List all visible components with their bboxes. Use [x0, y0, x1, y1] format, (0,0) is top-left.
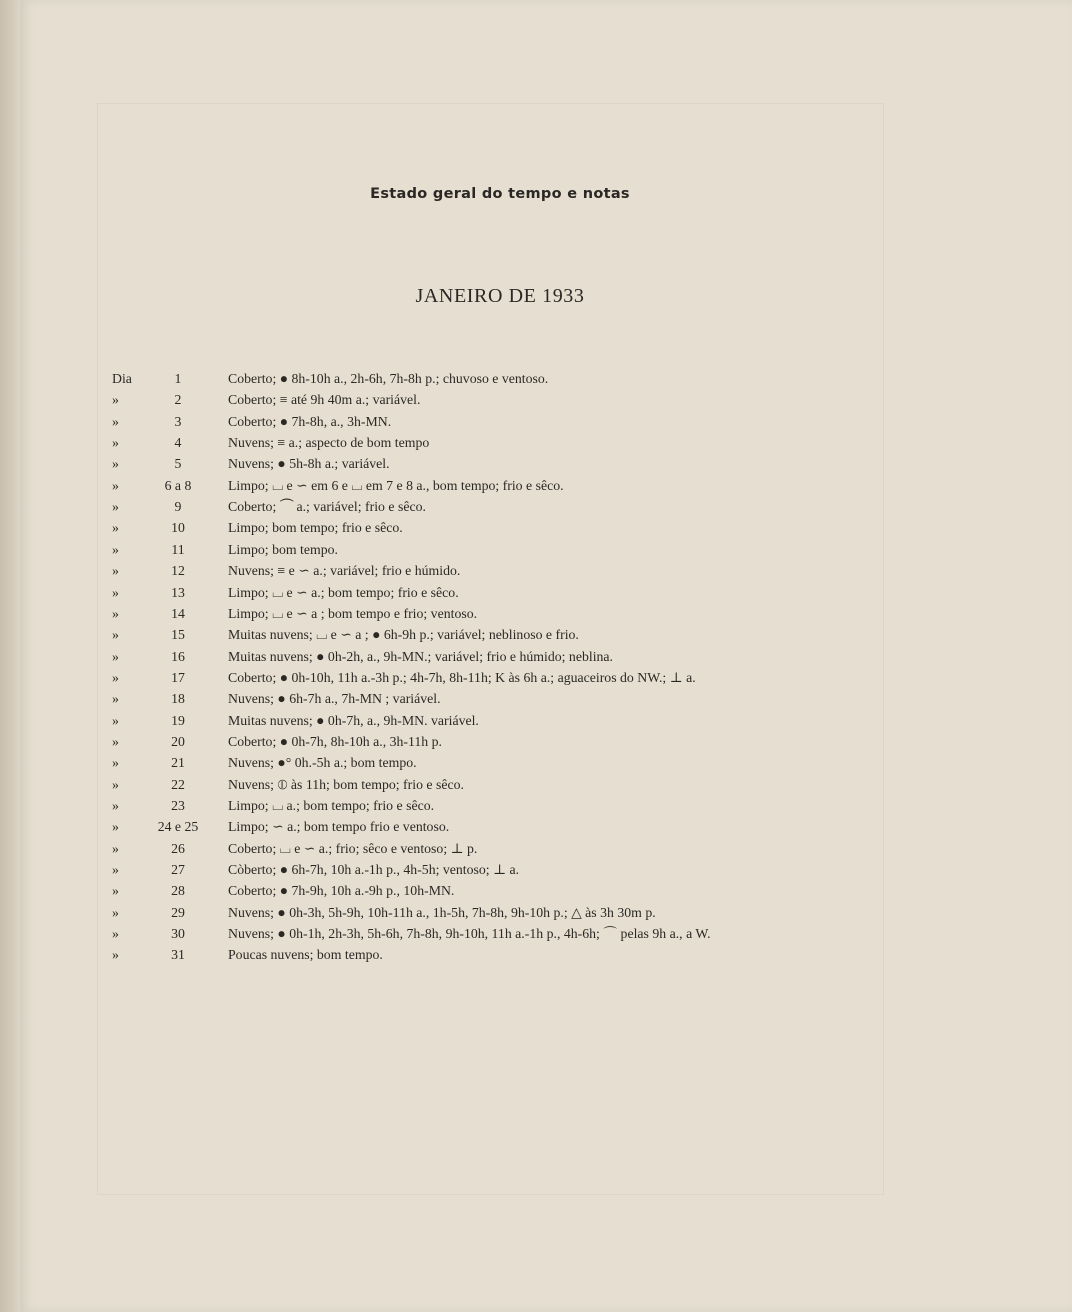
row-day: 16	[171, 648, 185, 664]
table-row	[0, 519, 1072, 540]
table-row	[0, 776, 1072, 797]
row-notes: Coberto; ≡ até 9h 40m a.; variável.	[228, 392, 421, 408]
row-label: »	[112, 648, 119, 664]
row-day: 1	[174, 371, 182, 386]
row-label: »	[112, 435, 119, 451]
table-row	[0, 584, 1072, 605]
row-day: 14	[171, 605, 185, 621]
row-day: 31	[171, 947, 185, 963]
row-notes: Nuvens; ●° 0h.-5h a.; bom tempo.	[228, 755, 417, 771]
row-day: 2	[174, 392, 182, 408]
row-label: »	[112, 947, 119, 963]
row-label: »	[112, 883, 119, 899]
row-day: 10	[171, 520, 185, 536]
row-notes: Nuvens; ≡ e ∽ a.; variável; frio e húmido.	[228, 563, 461, 579]
row-day: 28	[171, 883, 185, 899]
table-row	[0, 797, 1072, 818]
row-day: 15	[171, 627, 185, 643]
row-notes: Limpo; bom tempo; frio e sêco.	[228, 520, 403, 536]
row-label: »	[112, 755, 119, 771]
row-notes: Limpo; ∽ a.; bom tempo frio e ventoso.	[228, 819, 450, 835]
row-label: »	[112, 584, 119, 600]
row-label: »	[112, 413, 119, 429]
row-notes: Coberto; ● 0h-10h, 11h a.-3h p.; 4h-7h, 8h-11h; K às 6h a.; aguaceiros do NW.; ⊥ a.	[228, 669, 696, 685]
row-label: »	[112, 733, 119, 749]
table-row	[0, 818, 1072, 839]
table-row	[0, 840, 1072, 861]
row-day: 27	[171, 862, 185, 878]
table-row	[0, 648, 1072, 669]
row-notes: Nuvens; ≡ a.; aspecto de bom tempo	[228, 435, 430, 451]
row-day: 9	[174, 499, 182, 515]
table-row	[0, 669, 1072, 690]
row-day: 26	[171, 840, 185, 856]
row-label: »	[112, 477, 119, 493]
row-notes: Coberto; ● 7h-9h, 10h a.-9h p., 10h-MN.	[228, 883, 455, 899]
row-label: »	[112, 798, 119, 813]
row-day: 20	[171, 733, 185, 749]
row-notes: Nuvens; ● 0h-3h, 5h-9h, 10h-11h a., 1h-5h, 7h-8h, 9h-10h p.; △ às 3h 30m p.	[228, 904, 656, 920]
row-day: 11	[171, 541, 185, 557]
row-day: 12	[171, 563, 185, 579]
row-day: 6 a 8	[164, 477, 192, 493]
row-day: 18	[171, 691, 185, 707]
table-row	[0, 391, 1072, 412]
row-day: 3	[174, 413, 182, 429]
row-notes: Limpo; bom tempo.	[228, 541, 338, 557]
row-notes: Limpo; ⌴ e ∽ em 6 e ⌴ em 7 e 8 a., bom tempo; frio e sêco.	[228, 477, 564, 493]
table-row	[0, 626, 1072, 647]
table-row	[0, 733, 1072, 754]
row-label: »	[112, 392, 119, 408]
table-row	[0, 477, 1072, 498]
table-row	[0, 605, 1072, 626]
row-notes: Còberto; ● 6h-7h, 10h a.-1h p., 4h-5h; ventoso; ⊥ a.	[228, 862, 520, 878]
row-day: 21	[171, 755, 185, 771]
month-title: JANEIRO DE 1933	[415, 285, 585, 307]
table-row	[0, 712, 1072, 733]
row-label: »	[112, 605, 119, 621]
row-day: 30	[171, 926, 185, 942]
row-notes: Coberto; ⌴ e ∽ a.; frio; sêco e ventoso; ⊥ p.	[228, 840, 478, 856]
row-notes: Muitas nuvens; ● 0h-7h, a., 9h-MN. variável.	[228, 712, 479, 728]
row-label: »	[112, 776, 119, 792]
row-label: »	[112, 499, 119, 515]
row-label: »	[112, 926, 119, 942]
table-row	[0, 904, 1072, 925]
row-day: 23	[171, 798, 185, 813]
row-notes: Muitas nuvens; ● 0h-2h, a., 9h-MN.; variável; frio e húmido; neblina.	[228, 648, 613, 664]
table-row	[0, 434, 1072, 455]
row-notes: Nuvens; ⦶ às 11h; bom tempo; frio e sêco.	[228, 776, 464, 792]
row-label: »	[112, 862, 119, 878]
table-row	[0, 925, 1072, 946]
row-day: 22	[171, 776, 185, 792]
row-notes: Limpo; ⌴ e ∽ a.; bom tempo; frio e sêco.	[228, 584, 459, 600]
table-row	[0, 882, 1072, 903]
table-row	[0, 541, 1072, 562]
row-notes: Nuvens; ● 6h-7h a., 7h-MN ; variável.	[228, 691, 441, 707]
row-day: 19	[171, 712, 185, 728]
row-day: 29	[171, 904, 185, 920]
table-row	[0, 455, 1072, 476]
row-day: 5	[174, 456, 182, 472]
row-label: »	[112, 520, 119, 536]
row-label: »	[112, 712, 119, 728]
row-notes: Coberto; ● 0h-7h, 8h-10h a., 3h-11h p.	[228, 733, 442, 749]
row-notes: Coberto; ● 8h-10h a., 2h-6h, 7h-8h p.; chuvoso e ventoso.	[228, 371, 549, 386]
row-day: 4	[174, 435, 182, 451]
row-label: »	[112, 691, 119, 707]
table-row	[0, 562, 1072, 583]
row-notes: Limpo; ⌴ a.; bom tempo; frio e sêco.	[228, 798, 435, 813]
row-label: »	[112, 904, 119, 920]
row-label: »	[112, 840, 119, 856]
row-day: 17	[171, 669, 185, 685]
table-row	[0, 498, 1072, 519]
row-label: »	[112, 627, 119, 643]
row-notes: Muitas nuvens; ⌴ e ∽ a ; ● 6h-9h p.; variável; neblinoso e frio.	[228, 627, 579, 643]
row-notes: Nuvens; ● 5h-8h a.; variável.	[228, 456, 390, 472]
table-row	[0, 754, 1072, 775]
row-notes: Nuvens; ● 0h-1h, 2h-3h, 5h-6h, 7h-8h, 9h-10h, 11h a.-1h p., 4h-6h; ⌒ pelas 9h a., a W.	[228, 926, 711, 942]
table-row	[0, 946, 1072, 967]
table-row	[0, 861, 1072, 882]
row-day: 13	[171, 584, 185, 600]
table-row	[0, 413, 1072, 434]
row-notes: Coberto; ● 7h-8h, a., 3h-MN.	[228, 413, 392, 429]
row-label: »	[112, 819, 119, 835]
row-label: »	[112, 541, 119, 557]
table-row	[0, 370, 1072, 391]
row-notes: Poucas nuvens; bom tempo.	[228, 947, 383, 963]
section-heading: Estado geral do tempo e notas	[370, 186, 630, 202]
row-label: »	[112, 669, 119, 685]
table-row	[0, 690, 1072, 711]
row-label: »	[112, 563, 119, 579]
row-notes: Coberto; ⏜ a.; variável; frio e sêco.	[228, 499, 426, 515]
row-notes: Limpo; ⌴ e ∽ a ; bom tempo e frio; ventoso.	[228, 605, 478, 621]
row-day: 24 e 25	[157, 819, 199, 835]
row-label: »	[112, 456, 119, 472]
row-label: Dia	[112, 371, 132, 386]
